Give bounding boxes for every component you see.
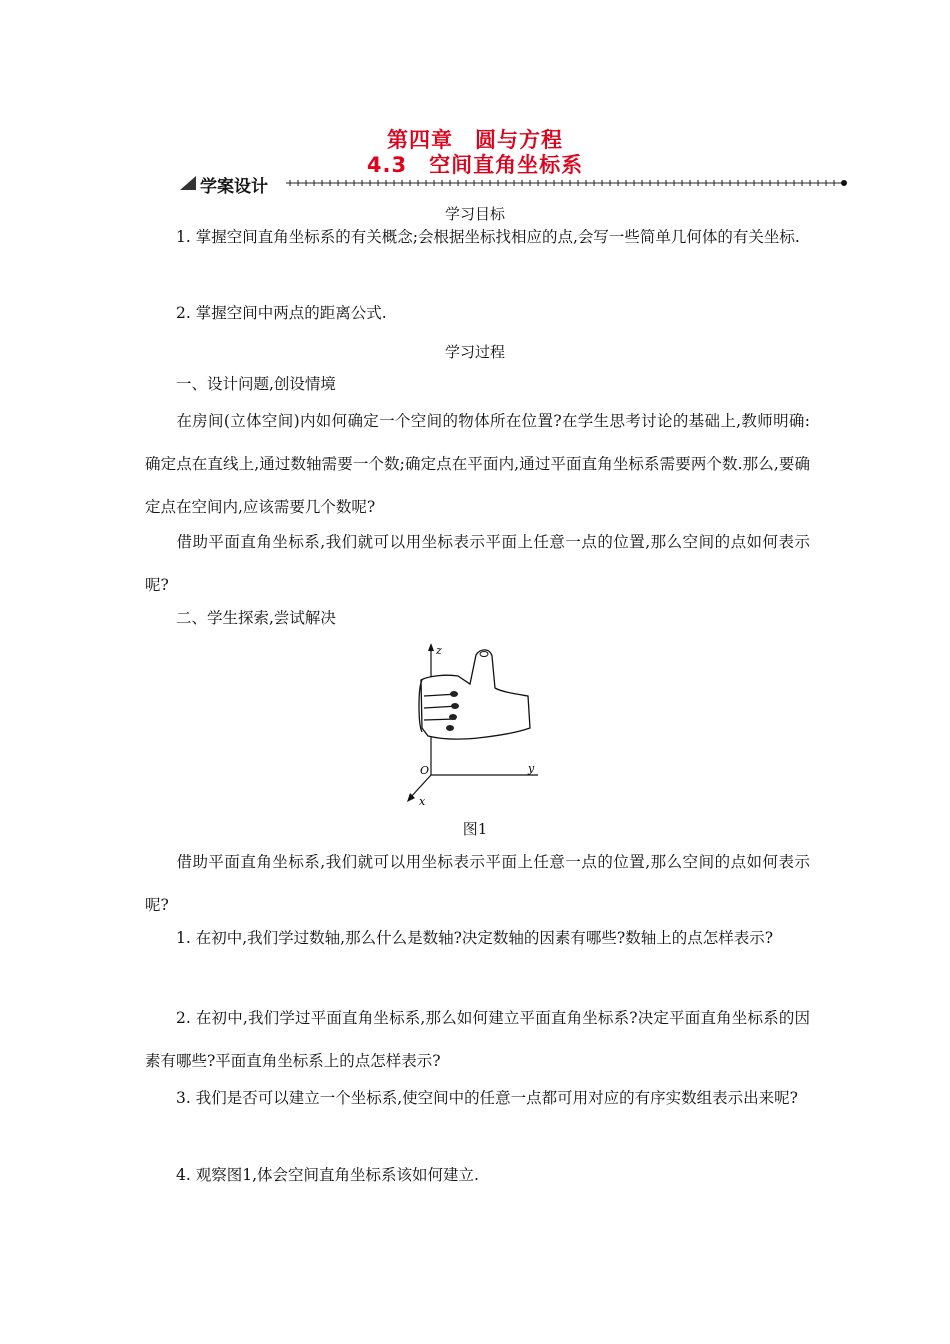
origin-label: O <box>420 764 430 777</box>
banner-decoration <box>178 172 850 194</box>
objective-item-1: 1. 掌握空间直角坐标系的有关概念;会根据坐标找相应的点,会写一些简单几何体的有关坐标. <box>176 228 800 246</box>
axis-x-label: x <box>419 795 426 808</box>
process-heading: 学习过程 <box>444 343 505 361</box>
figure-caption: 图1 <box>462 820 488 838</box>
banner <box>178 172 850 197</box>
section1-paragraph-1: 在房间(立体空间)内如何确定一个空间的物体所在位置?在学生思考讨论的基础上,教师明确:确定点在直线上,通过数轴需要一个数;确定点在平面内,通过平面直角坐标系需要两个数.那么,要确定点在空间内,应该需要几个数呢? <box>145 412 810 516</box>
question-4: 4. 观察图1,体会空间直角坐标系该如何建立. <box>176 1166 479 1184</box>
section-title: 4.3 空间直角坐标系 <box>366 153 584 177</box>
section1-heading: 一、设计问题,创设情境 <box>176 375 336 393</box>
objectives-heading: 学习目标 <box>444 205 505 223</box>
section2-heading: 二、学生探索,尝试解决 <box>176 609 336 627</box>
question-3: 3. 我们是否可以建立一个坐标系,使空间中的任意一点都可用对应的有序实数组表示出来呢? <box>176 1089 798 1107</box>
banner-label: 学案设计 <box>200 177 268 197</box>
axis-y-label: y <box>528 762 535 775</box>
section1-paragraph-2: 借助平面直角坐标系,我们就可以用坐标表示平面上任意一点的位置,那么空间的点如何表示呢? <box>145 533 810 594</box>
axis-z-label: z <box>436 644 442 657</box>
question-2: 2. 在初中,我们学过平面直角坐标系,那么如何建立平面直角坐标系?决定平面直角坐标系的因素有哪些?平面直角坐标系上的点怎样表示? <box>145 1009 810 1070</box>
chapter-title: 第四章 圆与方程 <box>387 128 563 152</box>
section2-paragraph-1: 借助平面直角坐标系,我们就可以用坐标表示平面上任意一点的位置,那么空间的点如何表示呢? <box>145 853 810 914</box>
objective-item-2: 2. 掌握空间中两点的距离公式. <box>176 304 387 322</box>
question-1: 1. 在初中,我们学过数轴,那么什么是数轴?决定数轴的因素有哪些?数轴上的点怎样表示? <box>176 929 774 947</box>
figure-right-hand-axes <box>398 640 548 810</box>
